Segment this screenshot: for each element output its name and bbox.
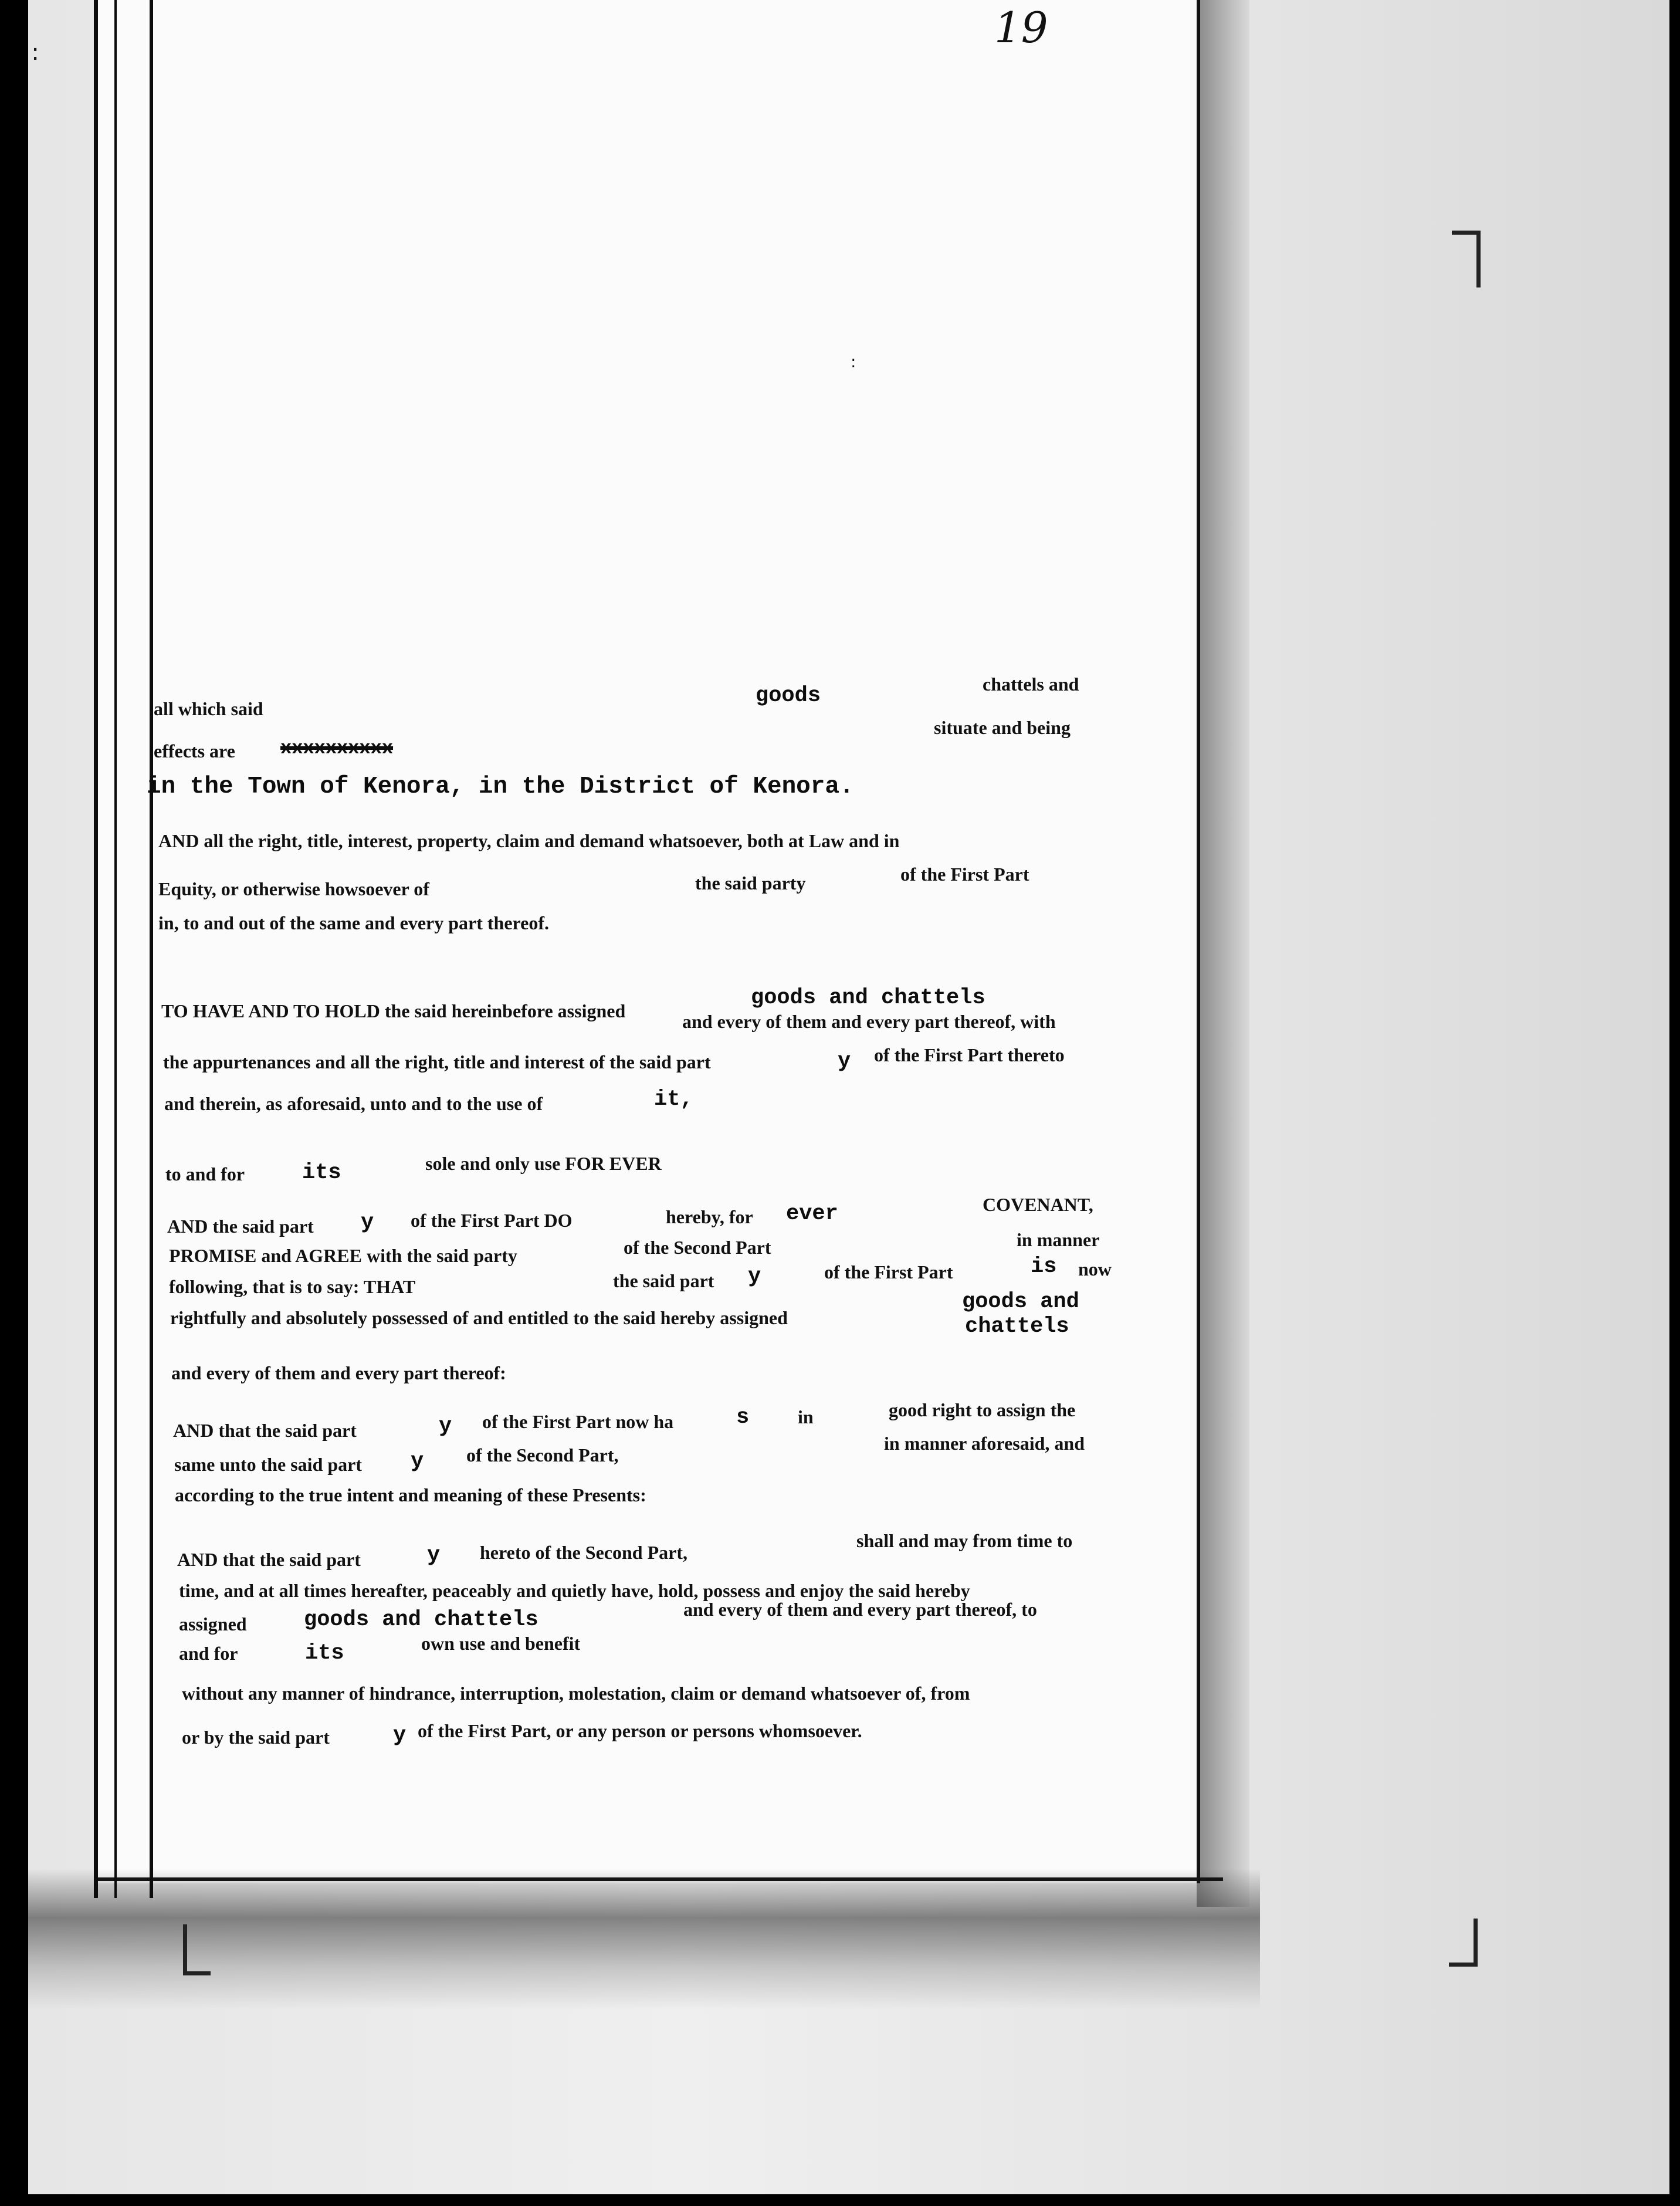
text-line: without any manner of hindrance, interruption, molestation, claim or demand whatsoever of, from (182, 1683, 970, 1704)
text-line: of the First Part now ha (482, 1411, 674, 1432)
text-line: of the First Part (900, 864, 1029, 885)
page-edge-shadow (1197, 0, 1249, 1907)
text-line: the said party (695, 872, 806, 894)
typed-text: y (411, 1449, 424, 1474)
text-line: PROMISE and AGREE with the said party (169, 1245, 517, 1266)
typed-text: goods and chattels (751, 986, 985, 1010)
text-line: time, and at all times hereafter, peaceably and quietly have, hold, possess and enjoy the said hereby (179, 1580, 970, 1601)
text-line: and every of them and every part thereof, with (682, 1011, 1056, 1032)
text-line: AND that the said part (173, 1420, 357, 1441)
typed-text: y (361, 1210, 374, 1235)
text-line: chattels and (983, 674, 1079, 695)
margin-rule-outer (94, 0, 98, 1898)
text-line: and for (179, 1643, 238, 1664)
text-line: in, to and out of the same and every part thereof. (158, 912, 550, 933)
text-line: COVENANT, (983, 1194, 1093, 1215)
text-line: of the First Part (824, 1261, 953, 1283)
scan-speck: : (851, 352, 856, 371)
text-line: shall and may from time to (856, 1530, 1073, 1551)
text-line: and every of them and every part thereof: (171, 1362, 506, 1383)
crop-mark-top-right (1452, 231, 1481, 287)
margin-rule-middle (114, 0, 117, 1898)
text-line: of the Second Part (624, 1237, 771, 1258)
text-line: Equity, or otherwise howsoever of (158, 878, 429, 899)
text-line: hereto of the Second Part, (480, 1542, 687, 1563)
typed-text: y (427, 1543, 441, 1568)
struck-out-text: xxxxxxxxxx (280, 737, 394, 759)
text-line: TO HAVE AND TO HOLD the said hereinbefore assigned (161, 1000, 626, 1021)
text-line: of the First Part thereto (874, 1044, 1065, 1065)
text-line: and therein, as aforesaid, unto and to the use of (164, 1093, 543, 1114)
text-line: to and for (165, 1163, 245, 1185)
text-line: following, that is to say: THAT (169, 1276, 416, 1297)
text-line: AND that the said part (177, 1549, 361, 1570)
scan-speck: ∶ (32, 41, 39, 68)
text-line: in manner aforesaid, and (884, 1433, 1085, 1454)
text-line: effects are (154, 740, 235, 762)
typed-text: y (838, 1049, 851, 1074)
typed-text: y (748, 1264, 761, 1289)
typed-text: y (393, 1723, 407, 1748)
text-line: situate and being (934, 717, 1071, 738)
text-line: the said part (613, 1270, 714, 1291)
text-line: of the First Part, or any person or persons whomsoever. (418, 1720, 862, 1741)
text-line: own use and benefit (421, 1633, 581, 1654)
typed-text: its (305, 1641, 344, 1666)
margin-rule-inner (150, 0, 153, 1898)
text-line: or by the said part (182, 1727, 330, 1748)
text-line: assigned (179, 1613, 247, 1635)
text-line: hereby, for (666, 1206, 753, 1227)
typed-text: its (302, 1160, 341, 1185)
page-number: 19 (994, 3, 1048, 52)
text-line: of the Second Part, (466, 1444, 619, 1466)
typed-text: is (1031, 1254, 1057, 1279)
text-line: the appurtenances and all the right, title and interest of the said part (163, 1051, 711, 1072)
typed-text: goods (756, 684, 821, 708)
text-line: and every of them and every part thereof, to (683, 1599, 1037, 1620)
text-line: rightfully and absolutely possessed of and entitled to the said hereby assigned (170, 1307, 788, 1328)
text-line: sole and only use FOR EVER (425, 1153, 662, 1174)
text-line: AND all the right, title, interest, property, claim and demand whatsoever, both at Law and in (158, 830, 900, 851)
typed-text: goods and (962, 1290, 1079, 1314)
typed-text: goods and chattels (304, 1608, 538, 1632)
text-line: of the First Part DO (411, 1210, 573, 1231)
crop-mark-bottom-left (183, 1924, 211, 1975)
fold-shadow (28, 1869, 1260, 2009)
text-line: in manner (1017, 1229, 1100, 1250)
typed-text: chattels (965, 1314, 1069, 1339)
text-line: according to the true intent and meaning of these Presents: (175, 1484, 646, 1505)
typed-text: in the Town of Kenora, in the District of Kenora. (147, 773, 854, 800)
crop-mark-bottom-right (1449, 1919, 1478, 1967)
typed-text: ever (786, 1202, 838, 1226)
text-line: all which said (154, 698, 263, 719)
text-line: good right to assign the (889, 1399, 1076, 1420)
text-line: now (1078, 1258, 1112, 1280)
text-line: in (798, 1406, 814, 1427)
text-line: AND the said part (167, 1216, 314, 1237)
text-line: same unto the said part (174, 1454, 363, 1475)
typed-text: it, (654, 1087, 693, 1112)
typed-text: y (439, 1414, 452, 1439)
typed-text: s (736, 1405, 750, 1430)
